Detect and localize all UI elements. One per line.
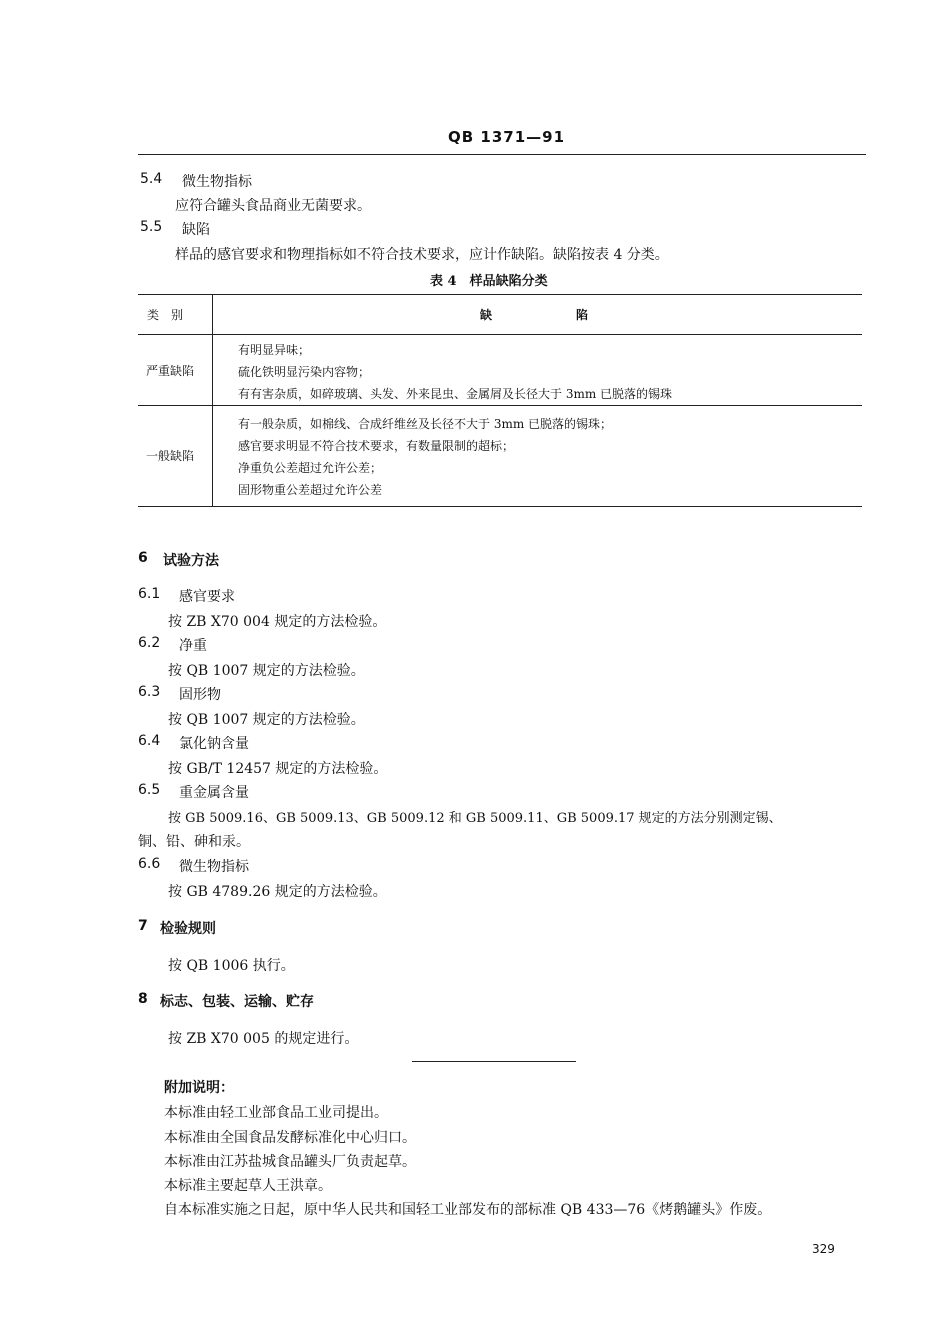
section-6-6-title: 微生物指标 [179,859,249,875]
section-6-title: 试验方法 [163,553,219,569]
table-row-separator [138,405,862,406]
section-5-4-number: 5.4 [140,171,163,187]
section-7-title: 检验规则 [160,921,216,937]
table-row-item: 有一般杂质，如棉线、合成纤维丝及长径不大于 3mm 已脱落的锡珠； [238,417,613,431]
section-6-4-title: 氯化钠含量 [179,736,249,752]
section-6-3-number: 6.3 [138,684,161,700]
section-6-5-title: 重金属含量 [179,785,249,801]
table-header-category: 类 别 [147,308,184,322]
table-caption: 表 4 样品缺陷分类 [430,274,548,289]
table-top-rule [138,294,862,295]
section-6-2-title: 净重 [179,638,207,654]
notes-line: 自本标准实施之日起，原中华人民共和国轻工业部发布的部标准 QB 433—76《烤鹅罐头》作废。 [164,1202,772,1218]
table-header-defects: 缺 陷 [480,308,589,322]
section-8-title: 标志、包装、运输、贮存 [160,994,314,1010]
section-6-3-title: 固形物 [179,687,221,703]
notes-line: 本标准由江苏盐城食品罐头厂负责起草。 [164,1154,416,1170]
table-bottom-rule [138,506,862,507]
section-6-4-number: 6.4 [138,733,161,749]
section-6-1-title: 感官要求 [179,589,235,605]
notes-line: 本标准主要起草人王洪章。 [164,1178,332,1194]
table-row-category: 严重缺陷 [146,364,195,378]
section-6-1-body: 按 ZB X70 004 规定的方法检验。 [168,614,387,630]
table-row-item: 硫化铁明显污染内容物； [238,365,371,379]
header-rule [138,154,866,155]
section-5-5-title: 缺陷 [182,222,210,238]
section-6-3-body: 按 QB 1007 规定的方法检验。 [168,712,365,728]
section-5-5-number: 5.5 [140,219,163,235]
section-6-2-body: 按 QB 1007 规定的方法检验。 [168,663,365,679]
section-6-6-number: 6.6 [138,856,161,872]
section-6-5-body: 按 GB 5009.16、GB 5009.13、GB 5009.12 和 GB 5009.11、GB 5009.17 规定的方法分别测定锡、 [168,811,782,826]
section-7-body: 按 QB 1006 执行。 [168,958,295,974]
table-header-rule [138,334,862,335]
table-row-category: 一般缺陷 [146,449,195,463]
section-5-5-body: 样品的感官要求和物理指标如不符合技术要求，应计作缺陷。缺陷按表 4 分类。 [175,247,669,263]
section-8-body: 按 ZB X70 005 的规定进行。 [168,1031,359,1047]
section-5-4-body: 应符合罐头食品商业无菌要求。 [175,198,371,214]
table-row-item: 有明显异味； [238,343,311,357]
page-number: 329 [812,1242,835,1256]
table-row-item: 感官要求明显不符合技术要求，有数量限制的超标； [238,439,515,453]
separator-rule [412,1061,576,1062]
section-6-1-number: 6.1 [138,586,161,602]
notes-title: 附加说明： [164,1080,234,1096]
table-row-item: 有有害杂质，如碎玻璃、头发、外来昆虫、金属屑及长径大于 3mm 已脱落的锡珠 [238,387,673,401]
table-column-divider [212,295,213,506]
table-row-item: 净重负公差超过允许公差； [238,461,383,475]
standard-code-header: QB 1371—91 [448,128,566,146]
section-6-5-body-continued: 铜、铅、砷和汞。 [138,834,250,850]
section-6-5-number: 6.5 [138,782,161,798]
section-6-2-number: 6.2 [138,635,161,651]
section-6-4-body: 按 GB/T 12457 规定的方法检验。 [168,761,388,777]
notes-line: 本标准由轻工业部食品工业司提出。 [164,1105,388,1121]
section-6-6-body: 按 GB 4789.26 规定的方法检验。 [168,884,387,900]
section-8-number: 8 [138,991,148,1007]
section-7-number: 7 [138,918,148,934]
section-6-number: 6 [138,550,148,566]
notes-line: 本标准由全国食品发酵标准化中心归口。 [164,1130,416,1146]
table-row-item: 固形物重公差超过允许公差 [238,483,383,497]
section-5-4-title: 微生物指标 [182,174,252,190]
